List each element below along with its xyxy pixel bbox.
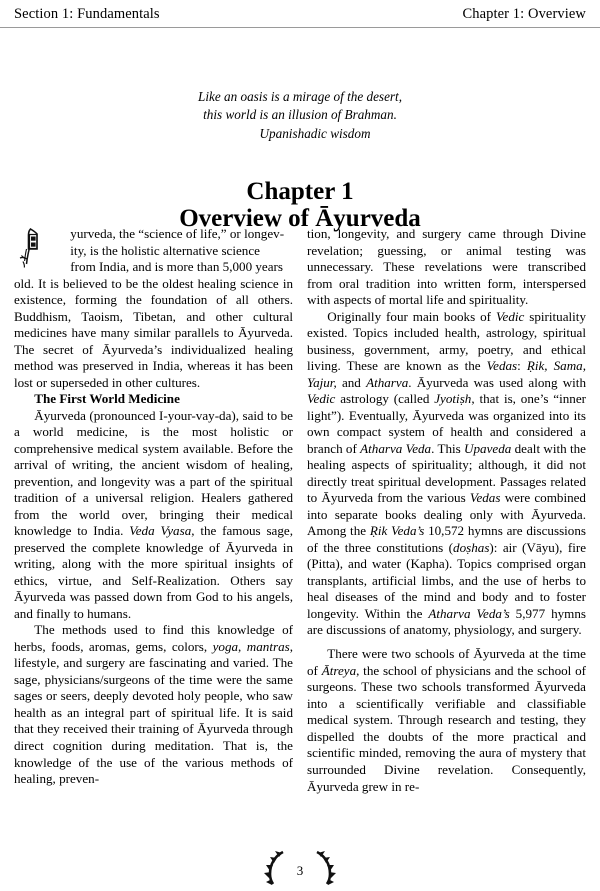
right-p2-italic-vedic-2: Vedic (307, 391, 336, 407)
left-p3-part-b: , (238, 638, 247, 654)
right-p2-part-f: astrology (called (335, 391, 435, 407)
right-p2-italic-jyotish: Jyotiṣh (434, 391, 472, 407)
chapter-title (0, 179, 600, 233)
right-p2-part-g: , that is, one’s “inner light”). Eventually, Āyurveda was organized into its own compact system of health and considered a branch of (307, 391, 586, 456)
right-p2-part-c: : (517, 358, 527, 374)
header-rule (0, 27, 600, 28)
right-p2-part-m: 5,977 hymns are discussions of anatomy, physiology, and surgery. (307, 605, 586, 638)
page-number: 3 (296, 863, 304, 878)
left-p2-italic-veda-vyasa: Veda Vyasa (129, 523, 192, 539)
left-p3-italic-mantras: mantras (246, 638, 290, 654)
opening-line-1: yurveda, the “science of life,” or longev- (70, 226, 285, 241)
right-p2-part-h: . This (431, 440, 465, 456)
right-paragraph-3 (307, 646, 586, 795)
left-paragraph-2 (14, 408, 293, 623)
epigraph-line-1: Like an oasis is a mirage of the desert, (197, 89, 403, 104)
chapter-title-line-2: Overview of Āyurveda (179, 205, 421, 233)
right-p2-part-l: ): air (Vāyu), fire (Pitta), and water (Kapha). Topics comprised organ transplants, artificial limbs, and the use of herbs to heal diseases of the mind and body and to foster longevity. Within the (307, 539, 587, 621)
right-column (307, 226, 586, 845)
ornamental-dropcap-icon (16, 227, 46, 273)
right-p2-italic-atharva-veda: Atharva Veda (360, 440, 432, 456)
laurel-wreath-ornament-icon (261, 848, 339, 888)
right-p2-part-a: Originally four main books of (327, 308, 496, 324)
left-p2-part-a: Āyurveda (pronounced I-your-vay-da), said to be a world medicine, is the most holistic or comprehensive medical system available. Before the arrival of writing, the ancient wisdom of healing, prevention, and longevity was a part of the spiritual tradition of a universal religion. Healers gathered from the world over, bringing their medical knowledge to India. (14, 407, 293, 539)
right-p2-italic-vedas-1: Vedas (486, 358, 518, 374)
right-p2-italic-rik-vedas: Ṛik Veda’s (369, 523, 425, 539)
left-p2-part-b: , the famous sage, preserved the complete knowledge of Āyurveda in writing, along with the more spiritual insights of ethics, virtue, and Self-Realization. Others say Āyurveda was passed down from God to his angels, and finally to humans. (14, 523, 293, 621)
right-p2-part-b: spirituality existed. Topics included health, astrology, spiritual business, government, army, poetry, and ethical living. These are known as the (307, 308, 586, 374)
left-p3-part-c: , lifestyle, and surgery are fascinating and varied. The sage, physicians/surgeons of the time were the same sages or seers, deeply devoted holy people, who saw health as an integral part of spiritual life. It is said that they received their training of Āyurveda through direct cognition during meditation. That is, the knowledge of the use of the various methods of healing, preven- (14, 638, 293, 787)
right-p2-part-j: were combined into separate books dealing only with Āyurveda. Among the (307, 490, 586, 539)
left-p3-part-a: The methods used to find this knowledge of herbs, foods, aromas, gems, colors, (14, 622, 293, 654)
chapter-title-line-1: Chapter 1 (246, 178, 354, 206)
right-p2-italic-atharva: Atharva (366, 374, 409, 390)
right-p2-part-d: and (336, 374, 367, 390)
right-paragraph-2 (307, 309, 586, 639)
body-columns (14, 226, 588, 845)
right-p2-part-i: dealt with the healing aspects of spirituality; although, it did not directly treat spiritual development. Passages related to Āyurveda from the various (307, 440, 586, 506)
epigraph-attribution: Upanishadic wisdom (259, 126, 371, 142)
right-p2-part-e: . Āyurveda was used along with (408, 374, 586, 390)
page-footer (0, 847, 600, 889)
left-p3-italic-yoga: yoga (212, 638, 239, 654)
right-p2-part-k: 10,572 hymns are discussions of the three constitutions ( (307, 523, 586, 555)
right-p2-italic-rik-sama-yajur: Ṛik, Sama, Yajur, (307, 358, 586, 390)
right-p3-italic-atreya: Ātreya (321, 662, 357, 678)
right-p2-italic-atharva-vedas: Atharva Veda’s (428, 605, 510, 621)
right-p2-italic-vedas-2: Vedas (469, 490, 501, 506)
left-column (14, 226, 293, 845)
right-p3-part-a: There were two schools of Āyurveda at the time of (307, 646, 586, 678)
epigraph (0, 88, 600, 143)
opening-line-3: from India, and is more than 5,000 years (70, 259, 284, 275)
opening-paragraph (14, 226, 293, 391)
epigraph-line-2: this world is an illusion of Brahman. (203, 106, 397, 122)
right-p2-italic-upaveda: Upaveda (464, 440, 512, 456)
section-subheading: The First World Medicine (34, 391, 180, 407)
right-paragraph-1: tion, longevity, and surgery came through Divine revelation; guessing, or animal testing was unnecessary. These revelations were transcribed from oral tradition into written form, interspersed with aspects of mortal life and spirituality. (307, 226, 586, 308)
right-p2-italic-doshas: doṣhas (453, 539, 490, 555)
running-head-right: Chapter 1: Overview (462, 6, 586, 22)
right-p2-italic-vedic-1: Vedic (495, 308, 525, 324)
running-head (14, 6, 586, 23)
opening-paragraph-rest: old. It is believed to be the oldest healing science in existence, forming the foundation of all others. Buddhism, Taoism, Tibetan, and other cultural medicines have many similar parallels to Āyurveda. The secret of Āyurveda’s individualized healing method was preserved in India, whereas it has been lost or superseded in other cultures. (14, 275, 293, 390)
right-p3-part-b: , the school of physicians and the school of surgeons. These two schools transformed Āyurveda into a scientifically verifiable and classifiable medical system. Through research and testing, they dispelled the doubts of the more practical and scientific minded, removing the aura of mystery that surrounded Divine revelation. Consequently, Āyurveda grew in re- (307, 662, 587, 794)
opening-line-2: ity, is the holistic alternative science (70, 242, 260, 258)
running-head-left: Section 1: Fundamentals (14, 6, 160, 22)
left-paragraph-3 (14, 622, 293, 787)
